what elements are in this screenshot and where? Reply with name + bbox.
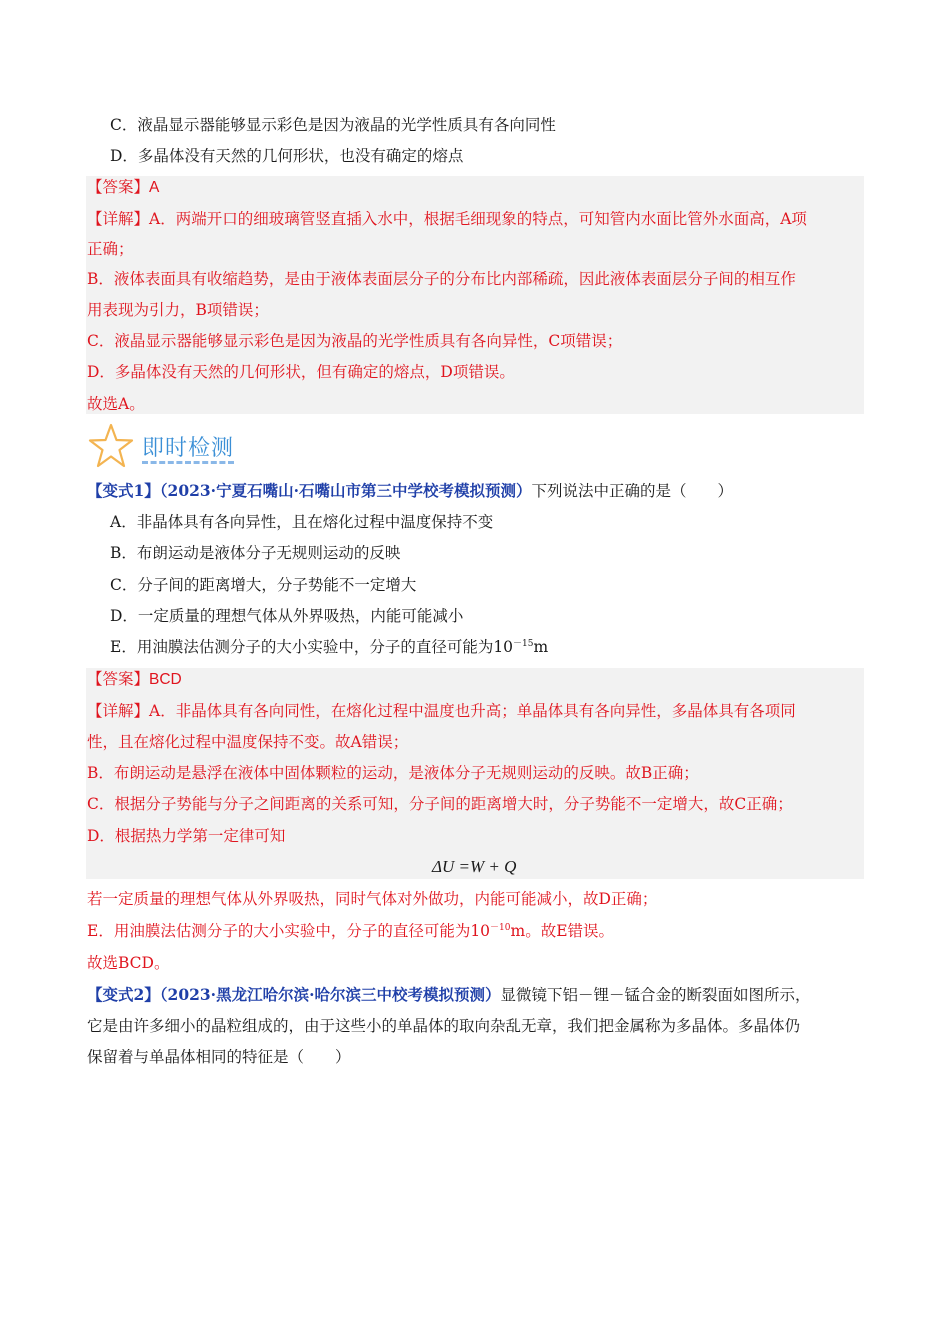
variant-2-stem: 它是由许多细小的晶粒组成的，由于这些小的单晶体的取向杂乱无章，我们把金属称为多晶体。多晶体仍	[87, 1017, 801, 1035]
detail-line: 正确；	[87, 240, 134, 258]
conclusion-line: 故选BCD。	[87, 954, 170, 972]
banner-underline	[142, 461, 234, 464]
answer-line: 【答案】A	[87, 178, 160, 196]
detail-line: D．根据热力学第一定律可知	[87, 827, 286, 845]
detail-line: B．液体表面具有收缩趋势，是由于液体表面层分子的分布比内部稀疏，因此液体表面层分子间的相互作	[87, 270, 796, 288]
detail-line: B．布朗运动是悬浮在液体中固体颗粒的运动，是液体分子无规则运动的反映。故B正确；	[87, 764, 699, 782]
option-d: D．一定质量的理想气体从外界吸热，内能可能减小	[110, 607, 464, 625]
section-banner	[88, 423, 288, 469]
option-d: D．多晶体没有天然的几何形状，也没有确定的熔点	[110, 147, 464, 165]
variant-1-stem: 【变式1】（2023·宁夏石嘴山·石嘴山市第三中学校考模拟预测）下列说法中正确的是（ ）	[87, 481, 733, 500]
option-c: C．分子间的距离增大，分子势能不一定增大	[110, 576, 417, 594]
star-icon	[88, 423, 134, 469]
detail-line: 性，且在熔化过程中温度保持不变。故A错误；	[87, 733, 409, 751]
detail-line: C．液晶显示器能够显示彩色是因为液晶的光学性质具有各向异性，C项错误；	[87, 332, 623, 350]
detail-line: 用表现为引力，B项错误；	[87, 301, 269, 319]
option-e: E．用油膜法估测分子的大小实验中，分子的直径可能为$10^{-15}m$	[110, 638, 549, 656]
conclusion-line: 故选A。	[87, 395, 145, 413]
option-c: C．液晶显示器能够显示彩色是因为液晶的光学性质具有各向同性	[110, 116, 556, 134]
banner-title: 即时检测	[142, 436, 235, 461]
variant-2-stem: 【变式2】（2023·黑龙江哈尔滨·哈尔滨三中校考模拟预测）显微镜下铝－锂－锰合金的断裂面如图所示，	[87, 985, 811, 1004]
detail-line: C．根据分子势能与分子之间距离的关系可知，分子间的距离增大时，分子势能不一定增大，故C正确；	[87, 795, 793, 813]
detail-line: 若一定质量的理想气体从外界吸热，同时气体对外做功，内能可能减小，故D正确；	[87, 890, 658, 908]
detail-line: 【详解】A．两端开口的细玻璃管竖直插入水中，根据毛细现象的特点，可知管内水面比管外水面高，A项	[87, 210, 807, 228]
detail-line: D．多晶体没有天然的几何形状，但有确定的熔点，D项错误。	[87, 363, 515, 381]
option-b: B．布朗运动是液体分子无规则运动的反映	[110, 544, 401, 562]
detail-line: E．用油膜法估测分子的大小实验中，分子的直径可能为$10^{-10}m$。故E错误。	[87, 922, 615, 940]
detail-line: 【详解】A．非晶体具有各向同性，在熔化过程中温度也升高；单晶体具有各向异性，多晶体具有各项同	[87, 702, 796, 720]
first-law-formula: ΔU =W + Q	[432, 857, 517, 876]
variant-2-stem: 保留着与单晶体相同的特征是（ ）	[87, 1048, 351, 1066]
option-a: A．非晶体具有各向异性，且在熔化过程中温度保持不变	[110, 513, 494, 531]
answer-line: 【答案】BCD	[87, 670, 182, 688]
